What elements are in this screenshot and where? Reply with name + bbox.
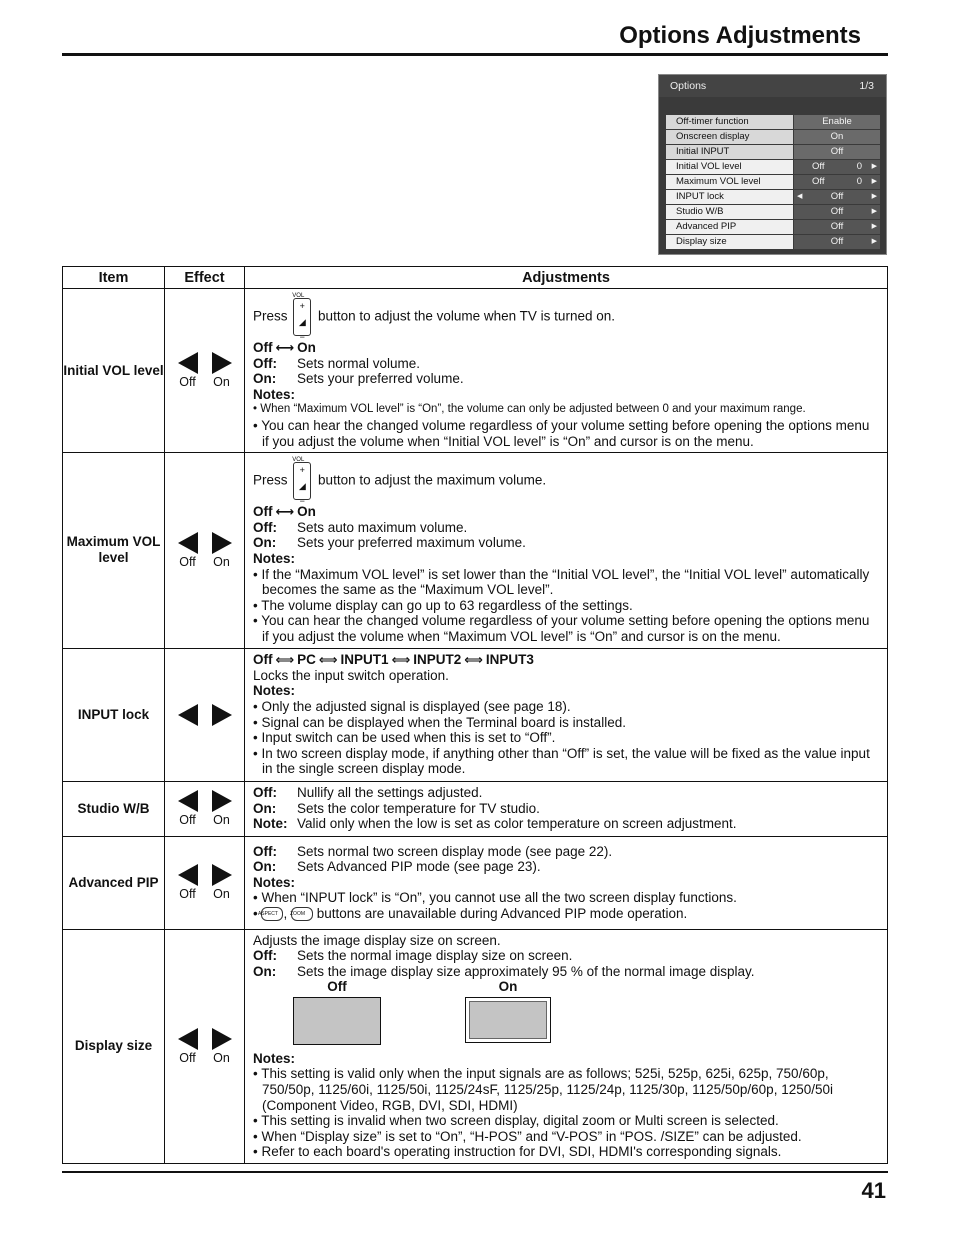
arrow-right-icon: ▶ <box>871 238 877 245</box>
on-line <box>253 371 879 387</box>
off-line <box>253 844 879 860</box>
note-item: • This setting is invalid when two screen display, digital zoom or Multi screen is selected. <box>253 1113 779 1129</box>
off-key: Off: <box>253 355 277 371</box>
note-item: • Signal can be displayed when the Terminal board is installed. <box>253 714 626 730</box>
seq-on: On <box>297 504 316 520</box>
on-key: On: <box>253 800 277 816</box>
note-item: • Input switch can be used when this is set to “Off”. <box>253 730 556 746</box>
reduced-size-screen <box>465 997 551 1043</box>
on-label: On <box>213 887 230 901</box>
off-label: Off <box>179 375 196 390</box>
on-line <box>253 535 879 551</box>
note-item: • Only the adjusted signal is displayed (see page 18). <box>253 698 571 714</box>
osd-label: Initial INPUT <box>666 145 793 159</box>
note-text: This setting is invalid when two screen display, digital zoom or Multi screen is selected. <box>261 1113 779 1129</box>
double-arrow-icon: ⟺ <box>464 652 483 668</box>
on-line <box>253 859 879 875</box>
off-key: Off: <box>253 948 277 964</box>
note-text: If the “Maximum VOL level” is set lower than the “Initial VOL level”, the “Initial VOL level” automatically becomes the same as the “Maximum VOL level”. <box>261 566 870 598</box>
osd-row <box>666 205 880 219</box>
off-text: Sets normal two screen display mode (see page 22). <box>297 843 613 859</box>
arrow-right-icon <box>212 352 232 374</box>
off-line <box>253 948 879 964</box>
notes-label: Notes: <box>253 683 296 699</box>
effect-cell <box>165 453 245 648</box>
seq-off: Off <box>253 340 273 355</box>
arrow-left-icon <box>178 704 198 726</box>
off-line <box>253 785 879 801</box>
on-line <box>253 801 879 817</box>
arrow-left-icon <box>178 352 198 374</box>
off-text: Sets the normal image display size on screen. <box>297 948 573 964</box>
effect-arrows <box>165 864 244 901</box>
note-item: • When “INPUT lock” is “On”, you cannot use all the two screen display functions. <box>253 890 737 906</box>
item-cell: Studio W/B <box>63 781 165 836</box>
off-label: Off <box>179 887 196 901</box>
double-arrow-icon: ⟺ <box>275 652 295 668</box>
press-text: Press <box>253 308 288 324</box>
on-label: On <box>213 1050 230 1065</box>
osd-value: On <box>794 130 880 144</box>
notes-label: Notes: <box>253 550 296 566</box>
osd-title: Options <box>670 80 707 92</box>
note-text: You can hear the changed volume regardless of your volume setting before opening the options menu if you adjust the volume when “Initial VOL level” is “On” and cursor is on the menu. <box>261 417 870 449</box>
effect-arrows <box>165 532 244 569</box>
note-line <box>253 816 879 832</box>
on-key: On: <box>253 859 277 875</box>
on-label: On <box>213 554 230 569</box>
header-effect: Effect <box>165 267 245 289</box>
osd-row <box>666 160 880 174</box>
vol-caption: VOL <box>292 457 305 464</box>
note-text: This setting is valid only when the input signals are as follows; 525i, 525p, 625i, 625p, 750/60p, 750/50p, 1125/60i, 1125/50i, 1125/24sF, 1125/25p, 1125/24p, 1125/30p, 1125/50p/60p, 1250/50i (Component Video, RGB, DVI, SDI, HDMI) <box>261 1066 833 1113</box>
note-text: When “INPUT lock” is “On”, you cannot use all the two screen display functions. <box>261 890 737 906</box>
effect-cell <box>165 289 245 453</box>
sequence-line <box>253 340 879 356</box>
sequence-line <box>253 504 879 520</box>
effect-arrows <box>165 790 244 827</box>
osd-value: Enable <box>794 115 880 129</box>
adjustments-cell <box>245 836 888 929</box>
osd-value-text: Off <box>812 161 825 172</box>
table-row <box>63 929 888 1164</box>
adjustments-cell <box>245 929 888 1164</box>
osd-row <box>666 145 880 159</box>
note-item: • When “Display size” is set to “On”, “H-POS” and “V-POS” in “POS. /SIZE” can be adjusted. <box>253 1128 802 1144</box>
note-text: buttons are unavailable during Advanced PIP mode operation. <box>316 905 688 921</box>
header-item: Item <box>63 267 165 289</box>
osd-label: Display size <box>666 235 793 249</box>
arrow-right-icon <box>212 864 232 886</box>
effect-arrows <box>165 704 244 726</box>
vol-button-icon: VOL + ◢ − <box>293 298 311 336</box>
table-row <box>63 453 888 648</box>
note-text: Refer to each board's operating instruction for DVI, SDI, HDMI's corresponding signals. <box>261 1144 782 1160</box>
off-text: Sets auto maximum volume. <box>297 519 468 535</box>
off-label: Off <box>179 813 196 827</box>
note-item: • When “Maximum VOL level” is “On”, the volume can only be adjusted between 0 and your maximum range. <box>253 403 806 416</box>
osd-label: INPUT lock <box>666 190 793 204</box>
normal-size-screen <box>293 997 381 1045</box>
osd-label: Onscreen display <box>666 130 793 144</box>
effect-cell <box>165 648 245 781</box>
aspect-button-icon <box>257 907 283 921</box>
arrow-right-icon: ▶ <box>871 178 877 185</box>
off-text: Nullify all the settings adjusted. <box>297 785 483 801</box>
osd-row <box>666 235 880 249</box>
options-menu-screenshot <box>658 74 887 255</box>
on-key: On: <box>253 535 277 551</box>
top-rule <box>62 53 888 56</box>
arrow-left-icon <box>178 790 198 812</box>
arrow-left-icon <box>178 1028 198 1050</box>
seq-on: On <box>297 340 316 355</box>
osd-value: Off <box>794 145 880 159</box>
arrow-right-icon: ▶ <box>871 193 877 200</box>
on-text: Sets Advanced PIP mode (see page 23). <box>297 859 541 875</box>
note-item: • The volume display can go up to 63 regardless of the settings. <box>253 597 633 613</box>
arrow-right-icon: ▶ <box>871 163 877 170</box>
note-text: The volume display can go up to 63 regardless of the settings. <box>261 597 633 613</box>
osd-value <box>794 205 880 219</box>
arrow-right-icon: ▶ <box>871 223 877 230</box>
options-table <box>62 266 888 1164</box>
on-text: Sets your preferred volume. <box>297 371 464 387</box>
arrow-left-icon: ◀ <box>797 193 803 200</box>
vol-caption: VOL <box>292 293 305 299</box>
seq-item: INPUT2 <box>413 652 462 668</box>
osd-value-text: Off <box>812 176 825 187</box>
off-key: Off: <box>253 843 277 859</box>
note-item: • This setting is valid only when the input signals are as follows; 525i, 525p, 625i, 625p, 750/60p, 750/50p, 1125/60i, 1125/50i, 1125/24sF, 1125/25p, 1125/24p, 1125/30p, 1125/50p/60p, 1250/50i (Component Video, RGB, DVI, SDI, HDMI) <box>253 1066 833 1113</box>
note-item: • In two screen display mode, if anything other than “Off” is set, the value will be fixed as the value input in the single screen display mode. <box>253 745 870 777</box>
osd-value-text: Off <box>830 191 844 202</box>
sequence-line <box>253 652 879 668</box>
off-label: Off <box>179 554 196 569</box>
vol-button-icon: VOL + ◢ − <box>293 462 311 500</box>
off-key: Off: <box>253 785 277 801</box>
osd-num: 0 <box>856 176 862 187</box>
item-cell: Maximum VOL level <box>63 453 165 648</box>
note-key: Note: <box>253 816 288 832</box>
note-text: When “Maximum VOL level” is “On”, the volume can only be adjusted between 0 and your maximum range. <box>260 403 806 416</box>
osd-label: Initial VOL level <box>666 160 793 174</box>
osd-label: Advanced PIP <box>666 220 793 234</box>
effect-cell <box>165 836 245 929</box>
table-row <box>63 648 888 781</box>
press-text: Press <box>253 472 288 488</box>
aspect-caption: ASPECT <box>257 911 278 918</box>
press-after-text: button to adjust the volume when TV is turned on. <box>318 308 615 324</box>
osd-page: 1/3 <box>859 80 874 92</box>
off-text: Sets normal volume. <box>297 355 421 371</box>
osd-value <box>794 235 880 249</box>
seq-item: INPUT1 <box>340 652 389 668</box>
item-cell: Advanced PIP <box>63 836 165 929</box>
note-text: Valid only when the low is set as color temperature on screen adjustment. <box>297 816 737 832</box>
osd-label: Studio W/B <box>666 205 793 219</box>
item-cell: Initial VOL level <box>63 289 165 453</box>
page-title: Options Adjustments <box>619 22 861 49</box>
osd-row <box>666 175 880 189</box>
page-number: 41 <box>861 1178 886 1203</box>
zoom-caption: ZOOM <box>290 911 305 918</box>
item-cell: INPUT lock <box>63 648 165 781</box>
arrow-right-icon <box>212 790 232 812</box>
osd-value <box>794 190 880 204</box>
arrow-right-icon <box>212 1028 232 1050</box>
seq-off: Off <box>253 504 273 520</box>
osd-row <box>666 190 880 204</box>
double-arrow-icon: ⟺ <box>318 652 338 668</box>
seq-item: PC <box>297 652 316 668</box>
osd-value <box>794 175 880 189</box>
effect-cell <box>165 929 245 1164</box>
press-after-text: button to adjust the maximum volume. <box>318 472 547 488</box>
pic-on-label: On <box>498 979 518 995</box>
notes-label: Notes: <box>253 1050 296 1066</box>
display-size-illustration <box>293 979 879 1045</box>
note-item: • ASPECT , ZOOM buttons are unavailable during Advanced PIP mode operation. <box>253 905 688 921</box>
off-key: Off: <box>253 519 277 535</box>
osd-num: 0 <box>856 161 862 172</box>
on-text: Sets the image display size approximately 95 % of the normal image display. <box>297 963 755 979</box>
off-line <box>253 356 879 372</box>
osd-row <box>666 115 880 129</box>
item-cell: Display size <box>63 929 165 1164</box>
adjustments-cell <box>245 453 888 648</box>
adjustments-cell <box>245 289 888 453</box>
notes-label: Notes: <box>253 874 296 890</box>
osd-value-text: Off <box>830 221 844 232</box>
notes-label: Notes: <box>253 386 296 402</box>
osd-value <box>794 220 880 234</box>
osd-value-text: Off <box>830 236 844 247</box>
note-item: • You can hear the changed volume regardless of your volume setting before opening the options menu if you adjust the volume when “Maximum VOL level” is “On” and cursor is on the menu. <box>253 613 870 644</box>
osd-header <box>659 75 886 97</box>
effect-arrows <box>165 1028 244 1065</box>
header-adjustments: Adjustments <box>245 267 888 289</box>
arrow-left-icon <box>178 864 198 886</box>
press-line <box>253 457 879 507</box>
table-row <box>63 289 888 453</box>
on-text: Sets the color temperature for TV studio. <box>297 800 540 816</box>
table-row <box>63 781 888 836</box>
on-key: On: <box>253 371 277 387</box>
on-key: On: <box>253 963 277 979</box>
on-text: Sets your preferred maximum volume. <box>297 535 526 551</box>
on-label: On <box>213 375 230 390</box>
osd-row <box>666 220 880 234</box>
note-text: When “Display size” is set to “On”, “H-POS” and “V-POS” in “POS. /SIZE” can be adjusted. <box>261 1128 802 1144</box>
osd-row <box>666 130 880 144</box>
double-arrow-icon: ⟺ <box>391 652 411 668</box>
movie-zoom-button-icon <box>291 907 313 921</box>
press-line <box>253 293 879 343</box>
osd-value-text: Off <box>830 206 844 217</box>
adjustments-cell <box>245 781 888 836</box>
off-label: Off <box>179 1050 196 1065</box>
seq-item: INPUT3 <box>485 652 534 668</box>
desc-text: Adjusts the image display size on screen. <box>253 932 501 948</box>
note-text: In two screen display mode, if anything other than “Off” is set, the value will be fixed as the value input in the single screen display mode. <box>261 745 870 777</box>
arrow-right-icon <box>212 704 232 726</box>
bottom-rule <box>62 1171 888 1173</box>
seq-item: Off <box>253 652 273 668</box>
desc-text: Locks the input switch operation. <box>253 667 449 683</box>
on-line <box>253 964 879 980</box>
note-text: Only the adjusted signal is displayed (see page 18). <box>261 698 571 714</box>
double-arrow-icon: ⟷ <box>275 504 295 520</box>
table-row <box>63 836 888 929</box>
osd-value <box>794 160 880 174</box>
pic-off-label: Off <box>327 979 347 995</box>
note-text: Signal can be displayed when the Terminal board is installed. <box>261 714 626 730</box>
note-item: • If the “Maximum VOL level” is set lower than the “Initial VOL level”, the “Initial VOL level” automatically becomes the same as the “Maximum VOL level”. <box>253 566 870 598</box>
osd-list <box>666 115 880 250</box>
arrow-left-icon <box>178 532 198 554</box>
arrow-right-icon: ▶ <box>871 208 877 215</box>
off-line <box>253 520 879 536</box>
effect-arrows <box>165 352 244 389</box>
note-item: • Refer to each board's operating instruction for DVI, SDI, HDMI's corresponding signals. <box>253 1144 782 1160</box>
adjustments-cell <box>245 648 888 781</box>
double-arrow-icon: ⟷ <box>275 340 295 355</box>
table-header-row <box>63 267 888 289</box>
arrow-right-icon <box>212 532 232 554</box>
note-item: • You can hear the changed volume regardless of your volume setting before opening the options menu if you adjust the volume when “Initial VOL level” is “On” and cursor is on the menu. <box>253 417 870 449</box>
note-text: You can hear the changed volume regardless of your volume setting before opening the options menu if you adjust the volume when “Maximum VOL level” is “On” and cursor is on the menu. <box>261 613 870 644</box>
osd-label: Maximum VOL level <box>666 175 793 189</box>
note-text: Input switch can be used when this is set to “Off”. <box>261 730 556 746</box>
effect-cell <box>165 781 245 836</box>
on-label: On <box>213 813 230 827</box>
osd-label: Off-timer function <box>666 115 793 129</box>
